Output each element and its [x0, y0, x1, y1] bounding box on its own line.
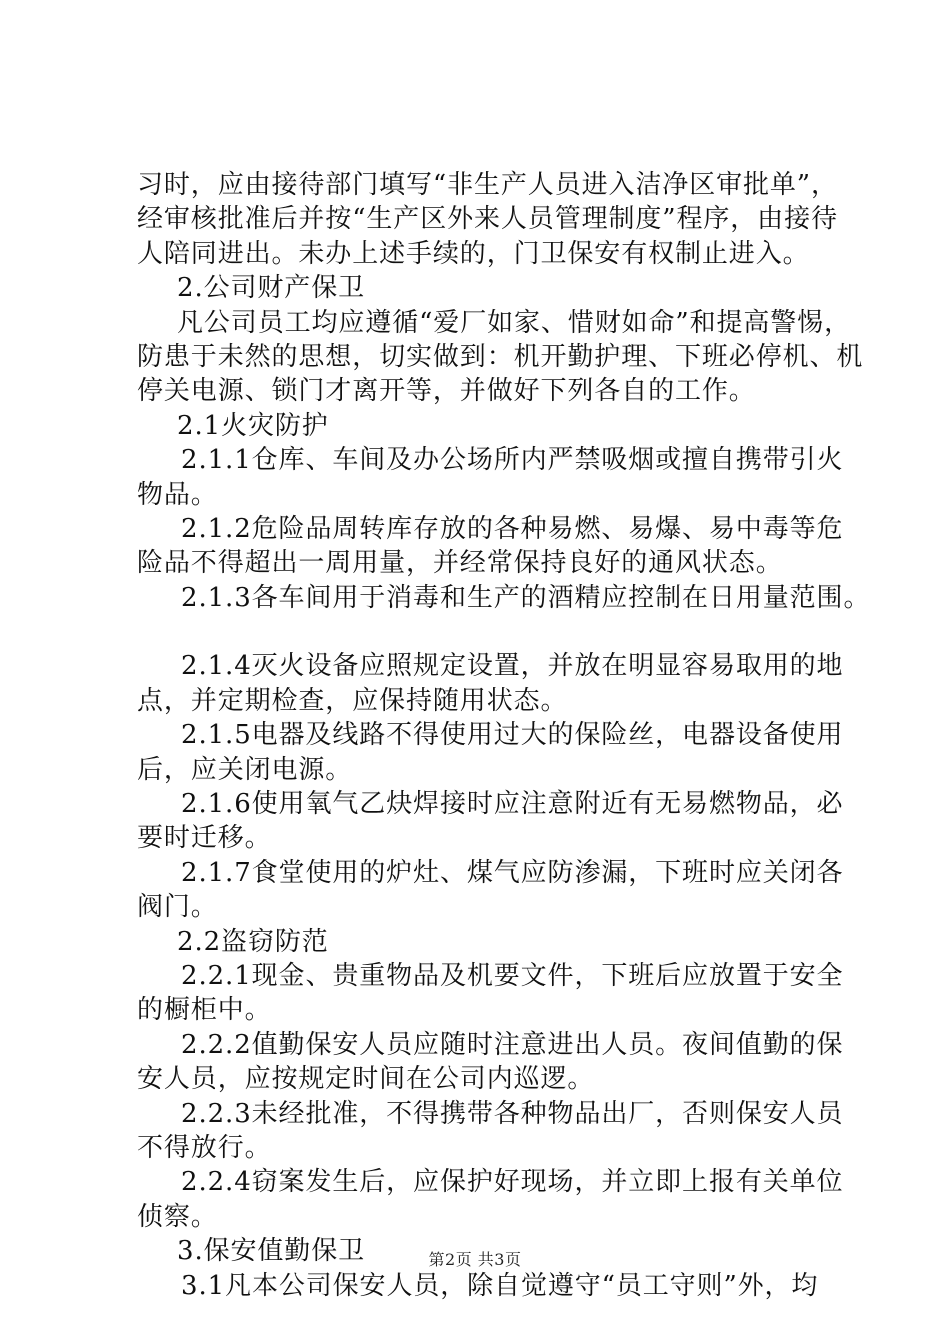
text-line: 2.1火灾防护: [177, 410, 329, 441]
text-line: 2.1.3各车间用于消毒和生产的酒精应控制在日用量范围。: [181, 582, 871, 613]
text-line: [137, 615, 857, 649]
text-line: 侦察。: [137, 1201, 218, 1232]
text-line: 2.1.4灭火设备应照规定设置，并放在明显容易取用的地: [181, 651, 844, 682]
text-line: 2.2.1现金、贵重物品及机要文件，下班后应放置于安全: [181, 960, 844, 991]
text-line: 点，并定期检查，应保持随用状态。: [137, 685, 568, 716]
text-line: 2.2.4窃案发生后，应保护好现场，并立即上报有关单位: [181, 1167, 844, 1198]
text-line: 2.2.3未经批准，不得携带各种物品出厂，否则保安人员: [181, 1098, 844, 1129]
text-line: 2.2盗窃防范: [177, 926, 329, 957]
text-line: 经审核批准后并按“生产区外来人员管理制度”程序，由接待: [137, 204, 838, 235]
text-line: 3.1凡本公司保安人员，除自觉遵守“员工守则”外，均: [181, 1270, 819, 1301]
text-line: 停关电源、锁门才离开等，并做好下列各自的工作。: [137, 376, 756, 407]
text-line: 阀门。: [137, 892, 218, 923]
page-footer: 第2页 共3页: [428, 1250, 522, 1269]
text-line: 要时迁移。: [137, 823, 272, 854]
text-line: 2.1.2危险品周转库存放的各种易燃、易爆、易中毒等危: [181, 513, 844, 544]
text-line: 物品。: [137, 479, 218, 510]
text-line: 凡公司员工均应遵循“爱厂如家、惜财如命”和提高警惕，: [177, 307, 851, 338]
document-body: [137, 168, 871, 1303]
text-line: 2.公司财产保卫: [177, 273, 366, 304]
text-line: 不得放行。: [137, 1132, 272, 1163]
text-line: 险品不得超出一周用量，并经常保持良好的通风状态。: [137, 548, 783, 579]
text-line: 3.保安值勤保卫: [177, 1236, 366, 1267]
text-line: 后，应关闭电源。: [137, 754, 353, 785]
text-line: 2.2.2值勤保安人员应随时注意进出人员。夜间值勤的保: [181, 1029, 844, 1060]
text-line: 习时，应由接待部门填写“非生产人员进入洁净区审批单”，: [137, 170, 838, 200]
text-line: 2.1.7食堂使用的炉灶、煤气应防渗漏，下班时应关闭各: [181, 857, 844, 888]
text-line: 2.1.1仓库、车间及办公场所内严禁吸烟或擅自携带引火: [181, 445, 844, 476]
text-line: 安人员，应按规定时间在公司内巡逻。: [137, 1064, 595, 1095]
text-line: 防患于未然的思想，切实做到：机开勤护理、下班必停机、机: [137, 341, 864, 372]
text-line: 2.1.5电器及线路不得使用过大的保险丝，电器设备使用: [181, 720, 844, 751]
text-line: 人陪同进出。未办上述手续的，门卫保安有权制止进入。: [137, 238, 810, 269]
text-line: 的橱柜中。: [137, 995, 272, 1026]
text-line: 2.1.6使用氧气乙炔焊接时应注意附近有无易燃物品，必: [181, 789, 844, 820]
